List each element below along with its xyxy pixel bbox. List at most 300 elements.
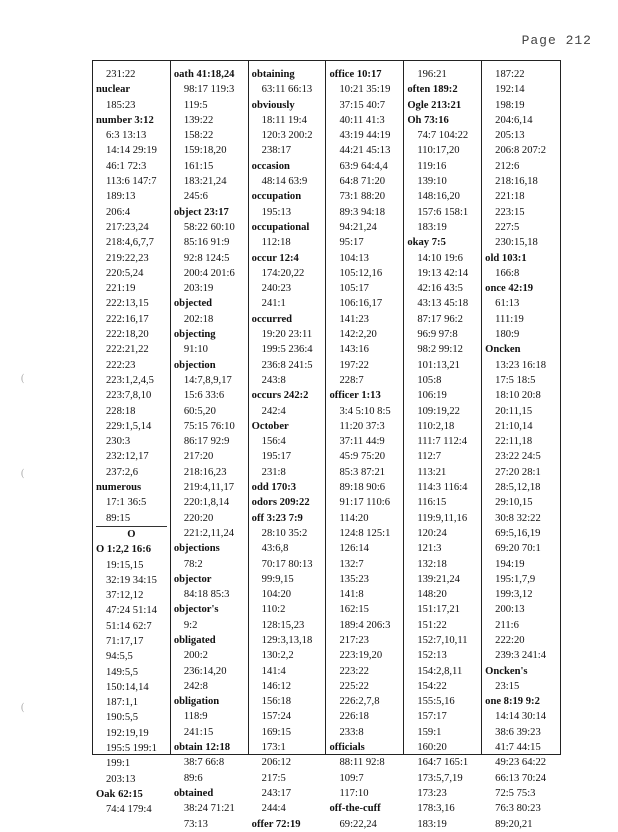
index-column-4 — [326, 61, 404, 830]
page-reference: 44:21 45:13 — [339, 145, 391, 157]
index-term: O 1:2,2 16:6 — [96, 544, 152, 556]
page-reference: 159:1 — [417, 726, 442, 738]
page-reference: 71:17,17 — [106, 635, 144, 647]
index-column-1 — [93, 61, 171, 816]
punch-mark-2: ( — [21, 468, 25, 479]
page-reference: 185:23 — [106, 99, 136, 111]
index-term: off 3:23 7:9 — [251, 512, 303, 524]
page-reference: 37:11 44:9 — [339, 436, 385, 448]
index-term: okay 7:5 — [407, 237, 446, 249]
page-reference: 203:13 — [106, 773, 136, 785]
page-reference: 13:23 16:18 — [495, 359, 547, 371]
page-reference: 14:14 30:14 — [495, 711, 547, 723]
page-reference: 43:19 44:19 — [339, 130, 391, 142]
index-term: occur 12:4 — [251, 252, 299, 264]
index-term: Oak 62:15 — [96, 788, 143, 800]
index-term: objection — [173, 359, 216, 371]
page-reference: 110:2,18 — [417, 420, 455, 432]
page-reference: 63:11 66:13 — [261, 84, 313, 96]
page-reference: 69:5,16,19 — [495, 527, 541, 539]
page-reference: 94:5,5 — [106, 651, 133, 663]
page-reference: 223:7,8,10 — [106, 390, 152, 402]
page-reference: 95:17 — [339, 237, 364, 249]
page-reference: 49:23 64:22 — [495, 757, 547, 769]
page-reference: 98:17 119:3 — [183, 84, 235, 96]
page-reference: 66:13 70:24 — [495, 772, 547, 784]
page-reference: 58:22 60:10 — [183, 221, 235, 233]
page-reference: 229:1,5,14 — [106, 420, 152, 432]
page-reference: 69:20 70:1 — [495, 543, 541, 555]
page-reference: 124:8 125:1 — [339, 527, 391, 539]
page-reference: 244:4 — [261, 803, 286, 815]
page-reference: 14:10 19:6 — [417, 252, 463, 264]
section-letter: O — [96, 526, 167, 542]
page-reference: 154:2,8,11 — [417, 665, 463, 677]
page-reference: 221:2,11,24 — [183, 527, 235, 539]
page-reference: 221:19 — [106, 283, 136, 295]
index-table — [92, 60, 561, 830]
page-reference: 19:15,15 — [106, 559, 144, 571]
page-reference: 37:12,12 — [106, 590, 144, 602]
page-reference: 15:6 33:6 — [183, 390, 225, 402]
page-reference: 75:15 76:10 — [183, 420, 235, 432]
page-reference: 18:10 20:8 — [495, 390, 541, 402]
page-reference: 106:19 — [417, 390, 447, 402]
page-reference: 220:5,24 — [106, 267, 144, 279]
page-reference: 166:8 — [495, 267, 520, 279]
page-reference: 85:3 87:21 — [339, 466, 386, 478]
index-column-3 — [249, 61, 327, 830]
page-reference: 89:20,21 — [495, 818, 533, 830]
page-reference: 11:20 37:3 — [339, 420, 385, 432]
page-reference: 231:8 — [261, 466, 286, 478]
page-reference: 183:21,24 — [183, 176, 227, 188]
page-reference: 61:13 — [495, 298, 520, 310]
page-reference: 232:12,17 — [106, 451, 149, 463]
page-reference: 104:13 — [339, 252, 369, 264]
index-column-5 — [404, 61, 482, 830]
page-reference: 227:5 — [495, 221, 520, 233]
index-column-6 — [482, 61, 560, 830]
page-reference: 132:18 — [417, 558, 447, 570]
page-reference: 220:1,8,14 — [183, 497, 230, 509]
page-reference: 173:5,7,19 — [417, 772, 463, 784]
page-reference: 218:16,23 — [183, 466, 227, 478]
page-reference: 72:5 75:3 — [495, 787, 536, 799]
page-reference: 89:3 94:18 — [339, 206, 386, 218]
index-term: Oh 73:16 — [407, 114, 449, 126]
page-reference: 118:9 — [183, 711, 208, 723]
page-reference: 114:20 — [339, 512, 369, 524]
page-number-label: Page 212 — [521, 33, 592, 48]
page-reference: 151:17,21 — [417, 604, 460, 616]
page-reference: 18:11 19:4 — [261, 114, 307, 126]
page-reference: 157:17 — [417, 711, 447, 723]
page-reference: 222:21,22 — [106, 344, 149, 356]
page-reference: 14:7,8,9,17 — [183, 374, 232, 386]
page-reference: 42:16 43:5 — [417, 283, 463, 295]
page-reference: 212:6 — [495, 160, 520, 172]
page-reference: 190:5,5 — [106, 712, 139, 724]
page-reference: 38:7 66:8 — [183, 757, 225, 769]
page-reference: 223:15 — [495, 206, 525, 218]
page-reference: 89:15 — [106, 512, 131, 524]
page-reference: 195:1,7,9 — [495, 573, 536, 585]
page-reference: 28:10 35:2 — [261, 527, 308, 539]
page-reference: 243:8 — [261, 374, 286, 386]
page-reference: 110:2 — [261, 604, 286, 616]
page-reference: 69:22,24 — [339, 818, 377, 830]
page-reference: 89:18 90:6 — [339, 482, 386, 494]
index-term: office 10:17 — [329, 69, 382, 80]
index-term: object 23:17 — [173, 206, 229, 218]
index-term: number 3:12 — [96, 114, 154, 126]
page-reference: 199:5 236:4 — [261, 344, 313, 356]
page-reference: 112:7 — [417, 451, 442, 463]
page-reference: 237:2,6 — [106, 466, 139, 478]
page-reference: 141:8 — [339, 589, 364, 601]
page-reference: 94:21,24 — [339, 221, 377, 233]
page-reference: 156:18 — [261, 696, 292, 708]
page-reference: 19:20 23:11 — [261, 329, 313, 341]
page-reference: 238:17 — [261, 145, 292, 157]
page-reference: 151:22 — [417, 619, 447, 631]
page-reference: 199:3,12 — [495, 589, 533, 601]
index-term: objecting — [173, 329, 216, 341]
page-reference: 119:16 — [417, 160, 447, 172]
page-reference: 63:9 64:4,4 — [339, 160, 388, 172]
page-reference: 220:20 — [183, 512, 214, 524]
page-reference: 228:7 — [339, 374, 364, 386]
page-reference: 113:6 147:7 — [106, 176, 157, 188]
page-reference: 101:13,21 — [417, 359, 460, 371]
page-reference: 152:13 — [417, 650, 447, 662]
page-reference: 226:18 — [339, 711, 369, 723]
page-reference: 9:2 — [183, 619, 198, 631]
page-reference: 148:16,20 — [417, 191, 460, 203]
page-reference: 119:9,11,16 — [417, 512, 468, 524]
page-reference: 157:24 — [261, 711, 292, 723]
page-reference: 47:24 51:14 — [106, 605, 157, 617]
page-reference: 217:5 — [261, 772, 286, 784]
index-term: objected — [173, 298, 213, 310]
index-term: Ogle 213:21 — [407, 99, 462, 111]
page-reference: 105:17 — [339, 283, 369, 295]
page-reference: 222:20 — [495, 634, 525, 646]
page-reference: 218:16,18 — [495, 176, 538, 188]
page-reference: 86:17 92:9 — [183, 436, 230, 448]
page-reference: 38:24 71:21 — [183, 803, 235, 815]
page-reference: 218:4,6,7,7 — [106, 237, 154, 249]
page-reference: 139:10 — [417, 176, 447, 188]
page-reference: 204:6,14 — [495, 114, 533, 126]
page-reference: 180:9 — [495, 329, 520, 341]
page-reference: 222:18,20 — [106, 329, 149, 341]
page-reference: 203:19 — [183, 283, 214, 295]
index-term: obtain 12:18 — [173, 742, 231, 754]
page-reference: 64:8 71:20 — [339, 176, 386, 188]
page-reference: 173:23 — [417, 787, 447, 799]
page-reference: 84:18 85:3 — [183, 589, 230, 601]
page-reference: 223:22 — [339, 665, 369, 677]
page-reference: 89:6 — [183, 772, 203, 784]
index-term: obtained — [173, 787, 214, 799]
page-reference: 40:11 41:3 — [339, 114, 385, 126]
index-term: occurs 242:2 — [251, 390, 309, 402]
page-reference: 17:5 18:5 — [495, 374, 536, 386]
page-reference: 143:16 — [339, 344, 369, 356]
page-reference: 197:22 — [339, 359, 369, 371]
page-reference: 187:22 — [495, 69, 525, 80]
page-reference: 189:13 — [106, 191, 136, 203]
punch-mark-1: ( — [21, 373, 25, 384]
punch-mark-3: ( — [21, 702, 25, 713]
index-term: oath 41:18,24 — [173, 69, 235, 80]
index-term: officials — [329, 742, 365, 754]
page-reference: 156:4 — [261, 436, 286, 448]
page-reference: 14:14 29:19 — [106, 145, 157, 157]
page-reference: 117:10 — [339, 787, 369, 799]
page-reference: 139:22 — [183, 114, 214, 126]
page-reference: 152:7,10,11 — [417, 634, 468, 646]
page-reference: 43:6,8 — [261, 543, 289, 555]
page-reference: 60:5,20 — [183, 405, 216, 417]
page-reference: 105:8 — [417, 374, 442, 386]
page-reference: 195:5 199:1 — [106, 743, 157, 755]
page-reference: 160:20 — [417, 742, 447, 754]
index-term: numerous — [96, 482, 142, 494]
page-reference: 221:18 — [495, 191, 525, 203]
page-reference: 73:13 — [183, 818, 208, 830]
page-reference: 22:11,18 — [495, 436, 533, 448]
page-reference: 23:22 24:5 — [495, 451, 541, 463]
page-reference: 96:9 97:8 — [417, 329, 458, 341]
index-term: nuclear — [96, 84, 131, 96]
page-reference: 109:19,22 — [417, 405, 460, 417]
page-reference: 226:2,7,8 — [339, 696, 380, 708]
page-reference: 206:8 207:2 — [495, 145, 547, 157]
page-reference: 126:14 — [339, 543, 369, 555]
index-term: old 103:1 — [485, 252, 527, 264]
page-reference: 206:4 — [106, 206, 131, 218]
page-reference: 43:13 45:18 — [417, 298, 469, 310]
page-reference: 225:22 — [339, 680, 369, 692]
page-reference: 98:2 99:12 — [417, 344, 463, 356]
page-reference: 228:18 — [106, 405, 136, 417]
page-reference: 38:6 39:23 — [495, 726, 541, 738]
page-reference: 111:7 112:4 — [417, 436, 468, 448]
page-reference: 236:8 241:5 — [261, 359, 313, 371]
index-term: Oncken's — [485, 665, 528, 677]
index-term: occurred — [251, 313, 293, 325]
page-reference: 41:7 44:15 — [495, 742, 541, 754]
page-reference: 19:13 42:14 — [417, 267, 469, 279]
page-reference: 223:19,20 — [339, 650, 383, 662]
page-reference: 158:22 — [183, 130, 214, 142]
page-reference: 230:15,18 — [495, 237, 538, 249]
page-reference: 159:18,20 — [183, 145, 227, 157]
index-term: obviously — [251, 99, 295, 111]
page-reference: 169:15 — [261, 726, 292, 738]
page-reference: 223:1,2,4,5 — [106, 374, 154, 386]
page-reference: 105:12,16 — [339, 267, 383, 279]
index-term: obligation — [173, 696, 220, 708]
page-reference: 211:6 — [495, 619, 519, 631]
index-term: occupational — [251, 221, 310, 233]
index-term: often 189:2 — [407, 84, 458, 96]
page-reference: 195:17 — [261, 451, 292, 463]
page-reference: 132:7 — [339, 558, 364, 570]
index-term: odors 209:22 — [251, 497, 310, 509]
page-reference: 85:16 91:9 — [183, 237, 230, 249]
index-term: once 42:19 — [485, 283, 534, 295]
page-reference: 46:1 72:3 — [106, 160, 147, 172]
page-reference: 241:15 — [183, 726, 214, 738]
page-reference: 192:19,19 — [106, 727, 149, 739]
page-reference: 217:23 — [339, 634, 369, 646]
page-reference: 174:20,22 — [261, 267, 305, 279]
page-reference: 129:3,13,18 — [261, 634, 313, 646]
page-reference: 189:4 206:3 — [339, 619, 391, 631]
page-reference: 183:19 — [417, 818, 447, 830]
page-reference: 192:14 — [495, 84, 525, 96]
page-reference: 74:7 104:22 — [417, 130, 469, 142]
page-reference: 162:15 — [339, 604, 369, 616]
page-reference: 161:15 — [183, 160, 214, 172]
page-reference: 27:20 28:1 — [495, 466, 541, 478]
page-reference: 141:23 — [339, 313, 369, 325]
index-term: odd 170:3 — [251, 482, 297, 494]
page-reference: 200:4 201:6 — [183, 267, 235, 279]
page-reference: 121:3 — [417, 543, 442, 555]
page-reference: 70:17 80:13 — [261, 558, 313, 570]
index-term: obtaining — [251, 69, 295, 80]
page-reference: 139:21,24 — [417, 573, 460, 585]
index-term: officer 1:13 — [329, 390, 381, 402]
page-reference: 195:13 — [261, 206, 292, 218]
page-reference: 231:22 — [106, 69, 136, 80]
page-reference: 17:1 36:5 — [106, 497, 147, 509]
page-reference: 128:15,23 — [261, 619, 305, 631]
page-reference: 91:10 — [183, 344, 208, 356]
page-reference: 219:22,23 — [106, 252, 149, 264]
page-reference: 45:9 75:20 — [339, 451, 386, 463]
index-term: objector's — [173, 604, 219, 616]
page-reference: 32:19 34:15 — [106, 574, 157, 586]
page-reference: 222:23 — [106, 359, 136, 371]
page-reference: 111:19 — [495, 313, 524, 325]
page-reference: 141:4 — [261, 665, 286, 677]
page-reference: 135:23 — [339, 573, 369, 585]
page-reference: 202:18 — [183, 313, 214, 325]
page-reference: 233:8 — [339, 726, 364, 738]
page-reference: 198:19 — [495, 99, 525, 111]
page-reference: 200:13 — [495, 604, 525, 616]
page-reference: 199:1 — [106, 758, 131, 770]
page-reference: 116:15 — [417, 497, 447, 509]
page-reference: 23:15 — [495, 680, 520, 692]
page-reference: 187:1,1 — [106, 697, 139, 709]
page-reference: 120:3 200:2 — [261, 130, 313, 142]
page-reference: 194:19 — [495, 558, 525, 570]
page-reference: 3:4 5:10 8:5 — [339, 405, 391, 417]
page-reference: 146:12 — [261, 680, 292, 692]
page-reference: 230:3 — [106, 436, 131, 448]
page-reference: 155:5,16 — [417, 696, 455, 708]
page-reference: 114:3 116:4 — [417, 482, 468, 494]
page-reference: 205:13 — [495, 130, 525, 142]
page-reference: 217:20 — [183, 451, 214, 463]
index-term: obligated — [173, 634, 216, 646]
page-reference: 148:20 — [417, 589, 447, 601]
page-reference: 219:4,11,17 — [183, 482, 235, 494]
page-reference: 87:17 96:2 — [417, 313, 463, 325]
page-reference: 88:11 92:8 — [339, 757, 385, 769]
page-reference: 222:16,17 — [106, 313, 149, 325]
page-reference: 73:1 88:20 — [339, 191, 386, 203]
index-term: objections — [173, 543, 220, 555]
page-reference: 217:23,24 — [106, 221, 149, 233]
page-reference: 106:16,17 — [339, 298, 383, 310]
page-reference: 21:10,14 — [495, 420, 533, 432]
page-reference: 76:3 80:23 — [495, 803, 541, 815]
page-reference: 173:1 — [261, 742, 286, 754]
page-reference: 37:15 40:7 — [339, 99, 386, 111]
index-term: occupation — [251, 191, 302, 203]
index-term: off-the-cuff — [329, 803, 381, 815]
page-reference: 74:4 179:4 — [106, 804, 152, 816]
page-reference: 120:24 — [417, 527, 447, 539]
page-reference: 6:3 13:13 — [106, 130, 147, 142]
page-reference: 104:20 — [261, 589, 292, 601]
page-reference: 157:6 158:1 — [417, 206, 469, 218]
page-reference: 92:8 124:5 — [183, 252, 230, 264]
page-reference: 110:17,20 — [417, 145, 460, 157]
page-reference: 142:2,20 — [339, 329, 377, 341]
index-term: occasion — [251, 160, 290, 172]
page-reference: 113:21 — [417, 466, 447, 478]
page-reference: 112:18 — [261, 237, 291, 249]
page-reference: 150:14,14 — [106, 681, 149, 693]
index-term: Oncken — [485, 344, 521, 356]
page-reference: 243:17 — [261, 787, 292, 799]
page-reference: 236:14,20 — [183, 665, 227, 677]
page-reference: 178:3,16 — [417, 803, 455, 815]
page-reference: 99:9,15 — [261, 573, 294, 585]
page-reference: 28:5,12,18 — [495, 482, 541, 494]
page-reference: 241:1 — [261, 298, 286, 310]
page-reference: 78:2 — [183, 558, 203, 570]
page-reference: 154:22 — [417, 680, 447, 692]
page-reference: 91:17 110:6 — [339, 497, 391, 509]
page-reference: 130:2,2 — [261, 650, 294, 662]
index-term: objector — [173, 573, 212, 585]
page-reference: 222:13,15 — [106, 298, 149, 310]
page-reference: 245:6 — [183, 191, 208, 203]
page-reference: 196:21 — [417, 69, 447, 80]
page-reference: 149:5,5 — [106, 666, 139, 678]
page-reference: 164:7 165:1 — [417, 757, 469, 769]
page-reference: 109:7 — [339, 772, 364, 784]
page-reference: 29:10,15 — [495, 497, 533, 509]
index-term: one 8:19 9:2 — [485, 696, 540, 708]
index-term: offer 72:19 — [251, 818, 301, 830]
page-reference: 240:23 — [261, 283, 292, 295]
index-term: October — [251, 420, 289, 432]
page-reference: 239:3 241:4 — [495, 650, 547, 662]
page-reference: 30:8 32:22 — [495, 512, 541, 524]
index-column-2 — [171, 61, 249, 830]
